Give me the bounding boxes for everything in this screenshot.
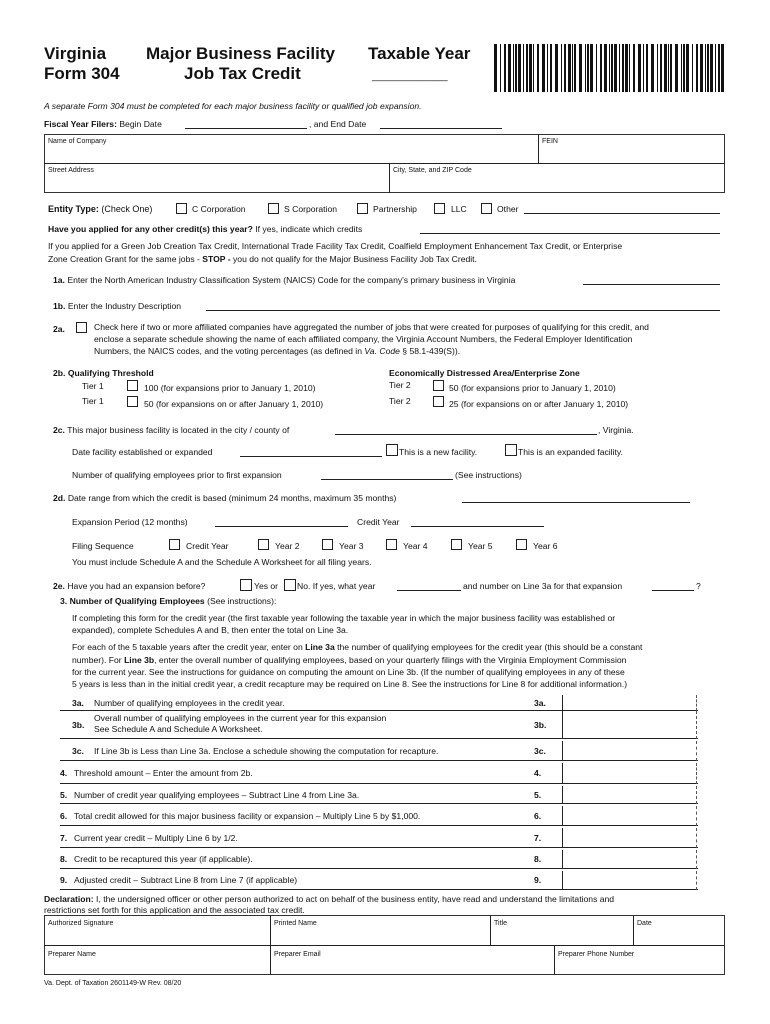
line-text: Line 3a <box>305 642 335 652</box>
sequence-option: Year 4 <box>403 541 428 551</box>
barcode-bar <box>494 44 497 92</box>
divider <box>562 695 563 711</box>
printed-name-field[interactable] <box>272 928 488 944</box>
sequence-option: Year 6 <box>533 541 558 551</box>
line3a-number-label: and number on Line 3a for that expansion <box>463 581 623 591</box>
threshold-label: Qualifying Threshold <box>67 368 154 378</box>
line-text: See Schedule A and Schedule A Worksheet. <box>94 724 263 734</box>
other-credits-note-line2 <box>48 254 477 264</box>
employees-prior-field[interactable] <box>321 479 453 480</box>
naics-code-field[interactable] <box>583 284 720 285</box>
line-text: the number of qualifying employees for the credit year (this should be a constant <box>334 642 643 652</box>
note-text: Zone Creation Grant for the same jobs - <box>48 254 203 264</box>
barcode-bar <box>515 44 517 92</box>
fiscal-year-row <box>44 119 162 129</box>
barcode-bar <box>664 44 667 92</box>
check-one-label: (Check One) <box>101 204 153 214</box>
barcode-bar <box>504 44 506 92</box>
calc-line-3b <box>60 711 698 739</box>
barcode-bar <box>574 44 576 92</box>
line-2d <box>53 493 396 503</box>
barcode-bar <box>657 44 658 92</box>
barcode-bar <box>700 44 703 92</box>
preparer-name-label: Preparer Name <box>48 951 96 958</box>
line-number: 1b. <box>53 301 66 311</box>
state-title: Virginia <box>44 44 107 63</box>
barcode-bar <box>579 44 582 92</box>
line-reference: 7. <box>534 832 542 843</box>
line-reference: 4. <box>534 768 542 778</box>
barcode-bar <box>619 44 620 92</box>
barcode-bar <box>611 44 613 92</box>
expansion-yes-checkbox[interactable] <box>240 579 252 591</box>
line-number: 2b. <box>53 368 66 378</box>
footer-text: Va. Dept. of Taxation 2601149-W Rev. 08/20 <box>44 980 182 987</box>
barcode-bar <box>633 44 635 92</box>
amount-field-3c[interactable] <box>564 742 696 759</box>
barcode-bar <box>547 44 548 92</box>
authorized-signature-field[interactable] <box>46 928 268 944</box>
tier2-25-checkbox[interactable] <box>433 396 444 407</box>
divider <box>562 871 563 890</box>
barcode-bar <box>590 44 593 92</box>
barcode-bar <box>638 44 641 92</box>
expansion-period-field[interactable] <box>215 526 348 527</box>
line-text: Numbers, the NAICS codes, and the voting percentages (as defined in <box>94 346 365 356</box>
indicate-credits-label: If yes, indicate which credits <box>255 224 363 234</box>
line-reference: 8. <box>534 854 542 864</box>
title-label: Title <box>494 920 507 927</box>
line-text: Overall number of qualifying employees in the current year for this expansion <box>94 713 387 723</box>
barcode-bar <box>572 44 573 92</box>
divider <box>270 915 271 975</box>
barcode-bar <box>629 44 630 92</box>
barcode-bar <box>683 44 685 92</box>
line-text: Threshold amount – Enter the amount from 2b. <box>74 768 253 778</box>
c-corporation-checkbox[interactable] <box>176 203 187 214</box>
line-3-para2 <box>72 655 626 665</box>
new-facility-checkbox[interactable] <box>386 444 398 456</box>
divider <box>633 915 634 945</box>
barcode-bar <box>585 44 586 92</box>
line-2a-number: 2a. <box>53 324 65 334</box>
barcode-bar <box>625 44 628 92</box>
preparer-email-label: Preparer Email <box>274 951 321 958</box>
begin-date-label: Begin Date <box>119 119 162 129</box>
entity-label: Entity Type: <box>48 204 99 214</box>
sequence-option: Year 2 <box>275 541 300 551</box>
other-label: Other <box>497 204 519 214</box>
date-field[interactable] <box>635 928 723 944</box>
other-credits-question <box>48 224 362 234</box>
divider <box>562 850 563 869</box>
amount-field-7[interactable] <box>564 829 696 846</box>
question-mark: ? <box>696 581 701 591</box>
line-2c <box>53 425 289 435</box>
date-established-label: Date facility established or expanded <box>72 447 213 457</box>
tier1-50-label: 50 (for expansions on or after January 1, 2010) <box>144 399 324 409</box>
divider <box>562 763 563 784</box>
form-number: Form 304 <box>44 64 120 83</box>
line-1a <box>53 275 515 285</box>
line-text: Adjusted credit – Subtract Line 8 from Line 7 (if applicable) <box>74 875 298 885</box>
barcode-bar <box>555 44 558 92</box>
barcode-bar <box>715 44 716 92</box>
barcode-bar <box>705 44 706 92</box>
calc-line-4 <box>60 763 698 784</box>
sequence-option: Credit Year <box>186 541 229 551</box>
line-reference: 3a. <box>534 697 546 708</box>
other-entity-field[interactable] <box>524 213 720 214</box>
line-2e <box>53 581 205 591</box>
barcode-bar <box>622 44 624 92</box>
line-reference: 3c. <box>534 745 546 756</box>
divider <box>562 741 563 761</box>
line-3-para2: for the current year. See the instructions for guidance on computing the amount on Line 3b. (If the number of qualifying employees in any of these <box>72 667 625 677</box>
begin-date-field[interactable] <box>185 128 307 129</box>
tier1-50-checkbox[interactable] <box>127 396 138 407</box>
barcode-bar <box>500 44 501 92</box>
amount-field-3b[interactable] <box>564 712 696 737</box>
declaration-text: I, the undersigned officer or other person authorized to act on behalf of the business entity, have read and understand the limitations and <box>93 894 615 904</box>
barcode-bar <box>675 44 678 92</box>
line-2b-heading <box>53 368 154 378</box>
amount-field-5[interactable] <box>564 787 696 802</box>
barcode-bar <box>587 44 589 92</box>
barcode-bar <box>660 44 662 92</box>
line-text: (See instructions): <box>207 596 277 606</box>
credit-year-label: Credit Year <box>357 517 400 527</box>
line-number: 8. <box>60 854 68 864</box>
barcode-bar <box>696 44 698 92</box>
line-text: Enter the North American Industry Classification System (NAICS) Code for the company's primary business in Virginia <box>67 275 516 285</box>
title-field[interactable] <box>492 928 631 944</box>
cents-divider <box>696 786 697 804</box>
credit-year-checkbox[interactable] <box>169 539 180 550</box>
line-text: Have you had an expansion before? <box>67 581 206 591</box>
end-date-field[interactable] <box>380 128 502 129</box>
line-text: Number of credit year qualifying employees – Subtract Line 4 from Line 3a. <box>74 789 360 800</box>
line-reference: 3b. <box>534 719 547 730</box>
barcode-bar <box>646 44 648 92</box>
credit-year-field[interactable] <box>411 526 544 527</box>
line-number: 1a. <box>53 275 65 285</box>
barcode-bar <box>651 44 654 92</box>
tier1-100-label: 100 (for expansions prior to January 1, 2010) <box>144 383 316 393</box>
barcode-bar <box>561 44 562 92</box>
line-text: This major business facility is located in the city / county of <box>67 425 290 435</box>
fein-field[interactable] <box>540 146 724 162</box>
calc-line-5 <box>60 786 698 804</box>
line-2a-text: Check here if two or more affiliated companies have aggregated the number of jobs that were created for purposes of qualifying for this credit, and <box>94 322 649 332</box>
other-credits-label: Have you applied for any other credit(s) this year? <box>48 224 253 234</box>
city-county-field[interactable] <box>335 434 597 435</box>
line-reference: 6. <box>534 810 542 821</box>
schedule-note: You must include Schedule A and the Schedule A Worksheet for all filing years. <box>72 557 372 567</box>
barcode-bar <box>568 44 571 92</box>
line-text: number). For <box>72 655 125 665</box>
end-date-label: , and End Date <box>309 119 367 129</box>
year6-checkbox[interactable] <box>516 539 527 550</box>
date-range-field[interactable] <box>462 502 690 503</box>
line-number: 7. <box>60 832 68 843</box>
declaration-line2: restrictions set forth for this application and the associated tax credit. <box>44 905 305 915</box>
partnership-label: Partnership <box>373 204 417 214</box>
note-text: you do not qualify for the Major Business Facility Job Tax Credit. <box>230 254 477 264</box>
line-text: Date range from which the credit is based (minimum 24 months, maximum 35 months) <box>67 493 397 503</box>
tier2-50-label: 50 (for expansions prior to January 1, 2010) <box>449 383 616 393</box>
form-title: Major Business Facility <box>146 44 335 63</box>
expanded-facility-checkbox[interactable] <box>505 444 517 456</box>
expansion-year-field[interactable] <box>397 590 461 591</box>
line-3-para2 <box>72 642 642 652</box>
cents-divider <box>696 806 697 826</box>
line-text: If Line 3b is Less than Line 3a. Enclose a schedule showing the computation for recapture. <box>94 745 439 756</box>
tier1-label: Tier 1 <box>82 381 104 391</box>
barcode-bar <box>600 44 602 92</box>
line-text: Total credit allowed for this major business facility or expansion – Multiply Line 5 by $1,000. <box>74 810 421 821</box>
divider <box>44 163 725 164</box>
partnership-checkbox[interactable] <box>357 203 368 214</box>
declaration-line1 <box>44 894 614 904</box>
line-number: 2d. <box>53 493 66 503</box>
barcode-bar <box>526 44 528 92</box>
barcode-bar <box>529 44 532 92</box>
street-address-field[interactable] <box>46 175 388 192</box>
yes-label: Yes or <box>254 581 279 591</box>
divider <box>554 945 555 975</box>
barcode-bar <box>686 44 689 92</box>
cents-divider <box>696 763 697 784</box>
year5-checkbox[interactable] <box>451 539 462 550</box>
printed-name-label: Printed Name <box>274 920 317 927</box>
street-address-label: Street Address <box>48 167 94 174</box>
city-state-zip-label: City, State, and ZIP Code <box>393 167 472 174</box>
barcode-bar <box>692 44 693 92</box>
preparer-phone-field[interactable] <box>556 959 723 974</box>
amount-field-3a[interactable] <box>564 696 696 709</box>
line-number: 2c. <box>53 425 65 435</box>
line-title: Number of Qualifying Employees <box>69 596 205 606</box>
amount-field-4[interactable] <box>564 764 696 782</box>
citation: Va. Code <box>364 346 400 356</box>
amount-field-6[interactable] <box>564 807 696 824</box>
line-text: Enter the Industry Description <box>67 301 182 311</box>
see-instructions-label: (See instructions) <box>455 470 522 480</box>
calc-line-8 <box>60 850 698 869</box>
barcode-bar <box>513 44 514 92</box>
calc-line-7 <box>60 828 698 848</box>
expansion-period-label: Expansion Period (12 months) <box>72 517 188 527</box>
affiliated-companies-checkbox[interactable] <box>76 322 87 333</box>
cents-divider <box>696 871 697 890</box>
barcode-bar <box>537 44 539 92</box>
declaration-label: Declaration: <box>44 894 94 904</box>
barcode-bar <box>550 44 552 92</box>
employees-prior-label: Number of qualifying employees prior to first expansion <box>72 470 282 480</box>
calc-line-6 <box>60 806 698 826</box>
new-facility-label: This is a new facility. <box>399 447 478 457</box>
cents-divider <box>696 695 697 711</box>
line-number: 2e. <box>53 581 65 591</box>
divider <box>44 945 725 946</box>
year4-checkbox[interactable] <box>386 539 397 550</box>
barcode-bar <box>710 44 713 92</box>
sequence-option: Year 5 <box>468 541 493 551</box>
virginia-label: , Virginia. <box>598 425 634 435</box>
eda-heading: Economically Distressed Area/Enterprise Zone <box>389 368 580 378</box>
tier2-label: Tier 2 <box>389 396 411 406</box>
barcode-bar <box>681 44 682 92</box>
other-checkbox[interactable] <box>481 203 492 214</box>
barcode-bar <box>707 44 709 92</box>
year2-checkbox[interactable] <box>258 539 269 550</box>
cents-divider <box>696 850 697 869</box>
line-3-para1: If completing this form for the credit year (the first taxable year following the taxable year in which the major business facility was established or <box>72 613 616 623</box>
line-text: Current year credit – Multiply Line 6 by 1/2. <box>74 832 238 843</box>
tier1-label: Tier 1 <box>82 396 104 406</box>
line-1b <box>53 301 181 311</box>
expansion-no-checkbox[interactable] <box>284 579 296 591</box>
line-number: 6. <box>60 810 68 821</box>
preparer-email-field[interactable] <box>272 959 552 974</box>
line-3-para1: expanded), complete Schedules A and B, then enter the total on Line 3a. <box>72 625 349 635</box>
line-number: 3a. <box>72 697 84 708</box>
taxable-year-label: Taxable Year <box>368 44 471 63</box>
expanded-facility-label: This is an expanded facility. <box>518 447 623 457</box>
company-name-label: Name of Company <box>48 138 107 145</box>
cents-divider <box>696 828 697 848</box>
tier2-25-label: 25 (for expansions on or after January 1, 2010) <box>449 399 629 409</box>
line-text: Number of qualifying employees in the credit year. <box>94 697 285 708</box>
amount-field-8[interactable] <box>564 851 696 867</box>
barcode-bar <box>609 44 610 92</box>
barcode-bar <box>614 44 617 92</box>
tier2-label: Tier 2 <box>389 380 411 390</box>
taxable-year-field[interactable]: ________ <box>372 64 448 83</box>
llc-label: LLC <box>451 204 467 214</box>
divider <box>562 711 563 739</box>
preparer-name-field[interactable] <box>46 959 268 974</box>
expansion-number-field[interactable] <box>652 590 694 591</box>
sequence-option: Year 3 <box>339 541 364 551</box>
calc-line-9 <box>60 871 698 890</box>
barcode-bar <box>643 44 644 92</box>
divider <box>538 134 539 163</box>
authorized-signature-label: Authorized Signature <box>48 920 114 927</box>
industry-description-field[interactable] <box>206 310 720 311</box>
line-number: 4. <box>60 768 68 778</box>
barcode-bar <box>518 44 521 92</box>
entity-type-label <box>48 204 152 214</box>
line-number: 5. <box>60 789 68 800</box>
fiscal-label: Fiscal Year Filers: <box>44 119 117 129</box>
city-state-zip-field[interactable] <box>391 175 724 192</box>
tier1-100-checkbox[interactable] <box>127 380 138 391</box>
s-corporation-label: S Corporation <box>284 204 338 214</box>
line-number: 9. <box>60 875 68 885</box>
barcode-bar <box>604 44 607 92</box>
line-text: § 58.1-439(S)). <box>399 346 461 356</box>
calc-line-3c <box>60 741 698 761</box>
fein-label: FEIN <box>542 138 558 145</box>
barcode-bar <box>670 44 672 92</box>
calc-line-3a <box>60 695 698 711</box>
filing-sequence-label: Filing Sequence <box>72 541 134 551</box>
intro-note: A separate Form 304 must be completed for each major business facility or qualified job expansion. <box>44 101 422 111</box>
company-name-field[interactable] <box>46 146 536 162</box>
no-label: No. If yes, what year <box>297 581 376 591</box>
barcode-bar <box>721 44 724 92</box>
barcode-bar <box>523 44 524 92</box>
line-text: Line 3b <box>124 655 155 665</box>
divider <box>490 915 491 945</box>
stop-text: STOP - <box>202 254 231 264</box>
barcode-bar <box>564 44 566 92</box>
c-corporation-label: C Corporation <box>192 204 246 214</box>
line-text: , enter the overall number of qualifying employees, based on your quarterly filings with the Virginia Employment Commission <box>154 655 627 665</box>
divider <box>562 786 563 804</box>
line-reference: 9. <box>534 875 542 885</box>
date-label: Date <box>637 920 652 927</box>
line-number: 3. <box>60 596 68 606</box>
year3-checkbox[interactable] <box>322 539 333 550</box>
barcode-bar <box>533 44 534 92</box>
divider <box>562 806 563 826</box>
line-text: For each of the 5 taxable years after the credit year, enter on <box>72 642 306 652</box>
cents-divider <box>696 741 697 761</box>
llc-checkbox[interactable] <box>434 203 445 214</box>
s-corporation-checkbox[interactable] <box>268 203 279 214</box>
barcode-bar <box>508 44 511 92</box>
form-subtitle: Job Tax Credit <box>184 64 301 83</box>
barcode-image <box>492 44 726 94</box>
divider <box>389 163 390 193</box>
line-number: 3c. <box>72 745 84 756</box>
barcode-bar <box>718 44 720 92</box>
other-credits-note-line1: If you applied for a Green Job Creation Tax Credit, International Trade Facility Tax Credit, Coalfield Employment Enhancement Tax Credit, or Enterprise <box>48 241 623 251</box>
line-3-heading <box>60 596 276 606</box>
barcode-bar <box>668 44 669 92</box>
other-credits-field[interactable] <box>420 233 720 234</box>
date-established-field[interactable] <box>240 456 382 457</box>
cents-divider <box>696 711 697 739</box>
amount-field-9[interactable] <box>564 872 696 888</box>
divider <box>562 828 563 848</box>
line-reference: 5. <box>534 789 542 800</box>
line-text: Credit to be recaptured this year (if applicable). <box>74 854 253 864</box>
line-2a-text <box>94 346 460 356</box>
preparer-phone-label: Preparer Phone Number <box>558 951 635 958</box>
barcode-bar <box>596 44 597 92</box>
line-number: 3b. <box>72 719 85 730</box>
barcode-bar <box>542 44 545 92</box>
line-2a-text: enclose a separate schedule showing the name of each affiliated company, the Virginia Account Numbers, the Federal Employer Identification <box>94 334 633 344</box>
line-3-para2: 5 years is less than in the initial credit year, a credit recapture may be required on Line 8. See the instructions for Line 8 for additional information.) <box>72 679 628 689</box>
tier2-50-checkbox[interactable] <box>433 380 444 391</box>
